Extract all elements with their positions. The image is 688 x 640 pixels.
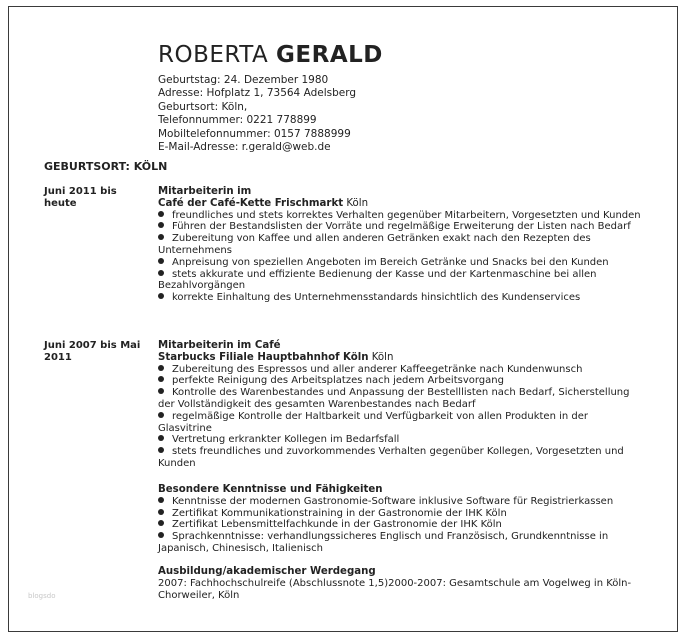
job-date: Juni 2011 bis heute bbox=[44, 186, 117, 210]
contact-phone: Telefonnummer: 0221 778899 bbox=[158, 114, 317, 127]
contact-birthday: Geburtstag: 24. Dezember 1980 bbox=[158, 74, 329, 86]
list-item: Vertretung erkrankter Kollegen im Bedarfsfall bbox=[158, 434, 644, 446]
education-body bbox=[158, 566, 644, 601]
job-body bbox=[158, 340, 644, 470]
skills-list bbox=[158, 496, 644, 555]
section-title: GEBURTSORT: KÖLN bbox=[44, 160, 168, 173]
bullet-icon bbox=[158, 211, 164, 217]
employer-city: Köln bbox=[368, 351, 394, 363]
list-item: regelmäßige Kontrolle der Haltbarkeit und Verfügbarkeit von allen Produkten in der Glasvitrine bbox=[158, 410, 589, 434]
first-name: ROBERTA bbox=[158, 42, 269, 68]
job-duties bbox=[158, 210, 644, 304]
job-employer bbox=[158, 198, 644, 210]
bullet-icon bbox=[158, 447, 164, 453]
employer-city: Köln bbox=[343, 197, 369, 209]
list-item: perfekte Reinigung des Arbeitsplatzes nach jedem Arbeitsvorgang bbox=[158, 375, 644, 387]
watermark: blogsdo bbox=[28, 592, 56, 600]
bullet-icon bbox=[158, 520, 164, 526]
list-item: Kontrolle des Warenbestandes und Anpassung der Bestelllisten nach Bedarf, Sicherstellung der Vollständigkeit des gesamten Warenbestandes nach Bedarf bbox=[158, 387, 630, 410]
job-date-line1: Juni 2007 bis Mai bbox=[44, 340, 141, 351]
bullet-icon bbox=[158, 532, 164, 538]
job-employer bbox=[158, 352, 644, 364]
list-item: Zertifikat Lebensmittelfachkunde in der Gastronomie der IHK Köln bbox=[158, 519, 644, 531]
list-item: Zubereitung des Espressos und aller anderer Kaffeegetränke nach Kundenwunsch bbox=[158, 364, 644, 376]
employer-name: Café der Café-Kette Frischmarkt bbox=[158, 197, 344, 209]
skills-heading: Besondere Kenntnisse und Fähigkeiten bbox=[158, 484, 383, 495]
bullet-icon bbox=[158, 270, 164, 276]
education-text: 2007: Fachhochschulreife (Abschlussnote 1,5)2000-2007: Gesamtschule am Vogelweg in Köln-Chorweiler, Köln bbox=[158, 577, 632, 601]
job-date-line2: 2011 bbox=[44, 352, 72, 364]
contact-address: Adresse: Hofplatz 1, 73564 Adelsberg bbox=[158, 87, 357, 100]
list-item: Sprachkenntnisse: verhandlungssicheres Englisch und Französisch, Grundkenntnisse in Japanisch, Chinesisch, Italienisch bbox=[158, 531, 609, 554]
list-item: Anpreisung von speziellen Angeboten im Bereich Getränke und Snacks bei den Kunden bbox=[158, 257, 644, 269]
job-role: Mitarbeiterin im bbox=[158, 186, 252, 197]
bullet-icon bbox=[158, 497, 164, 503]
contact-email: E-Mail-Adresse: r.gerald@web.de bbox=[158, 141, 331, 154]
list-item: Zubereitung von Kaffee und allen anderen Getränken exakt nach den Rezepten des Unternehmens bbox=[158, 233, 591, 256]
list-item: Kenntnisse der modernen Gastronomie-Software inklusive Software für Registrierkassen bbox=[158, 496, 644, 508]
bullet-icon bbox=[158, 365, 164, 371]
list-item: freundliches und stets korrektes Verhalten gegenüber Mitarbeitern, Vorgesetzten und Kunden bbox=[158, 210, 644, 222]
contact-mobile: Mobiltelefonnummer: 0157 7888999 bbox=[158, 127, 351, 140]
bullet-icon bbox=[158, 412, 164, 418]
list-item: stets akkurate und effiziente Bedienung der Kasse und der Kartenmaschine bei allen Bezahlvorgängen bbox=[158, 268, 597, 292]
bullet-icon bbox=[158, 258, 164, 264]
bullet-icon bbox=[158, 234, 164, 240]
education-heading: Ausbildung/akademischer Werdegang bbox=[158, 566, 376, 577]
bullet-icon bbox=[158, 222, 164, 228]
applicant-name bbox=[158, 42, 383, 68]
bullet-icon bbox=[158, 293, 164, 299]
job-role: Mitarbeiterin im Café bbox=[158, 340, 281, 351]
bullet-icon bbox=[158, 509, 164, 515]
job-duties bbox=[158, 364, 644, 470]
list-item: korrekte Einhaltung des Unternehmensstandards hinsichtlich des Kundenservices bbox=[158, 292, 644, 304]
job-date bbox=[44, 340, 144, 365]
bullet-icon bbox=[158, 388, 164, 394]
employer-name: Starbucks Filiale Hauptbahnhof Köln bbox=[158, 351, 369, 363]
list-item: Zertifikat Kommunikationstraining in der Gastronomie der IHK Köln bbox=[158, 508, 644, 520]
last-name: GERALD bbox=[276, 42, 383, 68]
bullet-icon bbox=[158, 435, 164, 441]
contact-birthplace: Geburtsort: Köln, bbox=[158, 100, 248, 113]
list-item: stets freundliches und zuvorkommendes Verhalten gegenüber Kollegen, Vorgesetzten und Kunden bbox=[158, 446, 624, 469]
skills-body bbox=[158, 484, 644, 555]
resume-header bbox=[158, 42, 383, 154]
bullet-icon bbox=[158, 376, 164, 382]
list-item: Führen der Bestandslisten der Vorräte und regelmäßige Erweiterung der Listen nach Bedarf bbox=[158, 221, 644, 233]
job-body bbox=[158, 186, 644, 304]
